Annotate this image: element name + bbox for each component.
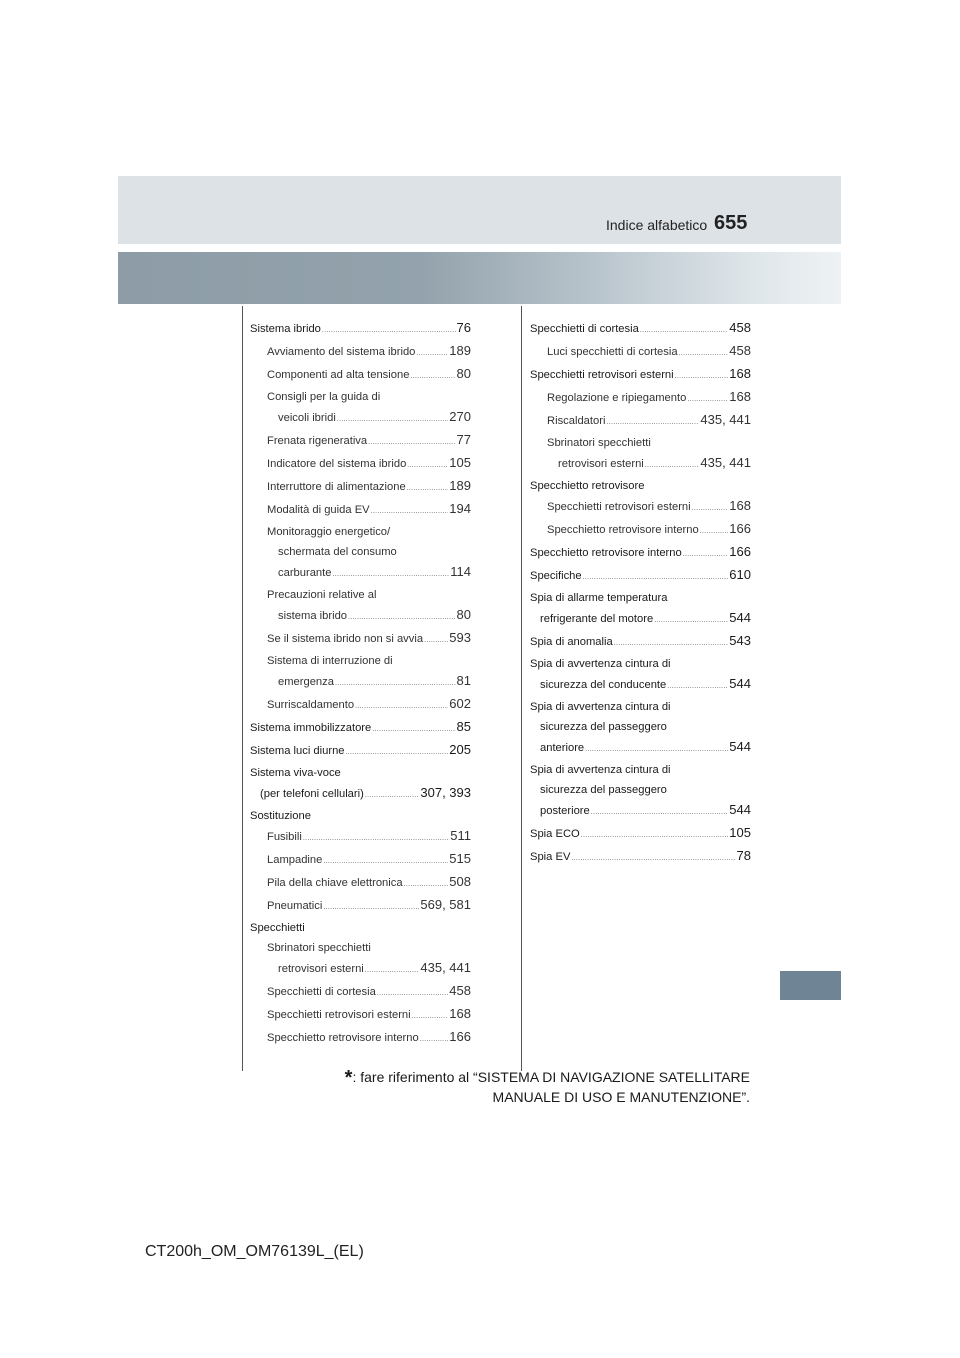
chapter-tab — [780, 971, 841, 1000]
index-entry-label: Spia di anomalia — [530, 636, 613, 648]
index-entry-label: sicurezza del passeggero — [540, 721, 667, 733]
index-entry-label: retrovisori esterni — [558, 458, 644, 470]
index-entry — [530, 519, 751, 542]
index-entry-page: 189 — [449, 478, 471, 493]
index-entry-label: posteriore — [540, 805, 590, 817]
index-entry-page: 593 — [449, 630, 471, 645]
index-entry-label: Regolazione e ripiegamento — [547, 392, 687, 404]
dot-leader — [640, 321, 728, 341]
dot-leader — [583, 568, 729, 588]
index-entry-page: 105 — [449, 455, 471, 470]
index-entry-page: 168 — [729, 498, 751, 513]
index-entry-page: 515 — [449, 851, 471, 866]
dot-leader — [585, 740, 728, 760]
dot-leader — [571, 849, 735, 869]
index-entry-label: Specchietti — [250, 922, 305, 934]
index-entry — [250, 895, 471, 918]
index-entry-page: 544 — [729, 739, 751, 754]
index-entry — [250, 671, 471, 694]
index-entry — [530, 433, 751, 453]
index-entry — [250, 542, 471, 562]
index-entry-label: Sistema viva-voce — [250, 767, 341, 779]
index-entry-page: 81 — [456, 673, 471, 688]
index-entry — [530, 737, 751, 760]
index-entry — [250, 872, 471, 895]
dot-leader — [654, 611, 728, 631]
index-entry-label: Precauzioni relative al — [267, 589, 377, 601]
index-entry-page: 511 — [450, 828, 471, 843]
index-entry-page: 307, 393 — [420, 785, 471, 800]
index-entry-label: Pneumatici — [267, 900, 323, 912]
footnote-marker: * — [344, 1067, 353, 1089]
index-entry-page: 544 — [729, 676, 751, 691]
dot-leader — [323, 898, 419, 918]
dot-leader — [372, 720, 455, 740]
index-entry — [530, 846, 751, 869]
dot-leader — [591, 803, 729, 823]
index-entry-label: Se il sistema ibrido non si avvia — [267, 633, 424, 645]
index-entry-label: Pila della chiave elettronica — [267, 877, 403, 889]
index-entry-page: 114 — [450, 564, 471, 579]
index-entry-page: 508 — [449, 874, 471, 889]
index-entry-page: 85 — [456, 719, 471, 734]
index-entry — [530, 697, 751, 717]
section-title: Indice alfabetico — [606, 217, 708, 233]
index-entry-label: Sostituzione — [250, 810, 311, 822]
index-entry-label: Specchietti retrovisori esterni — [267, 1009, 411, 1021]
index-entry-label: Specchietti di cortesia — [530, 323, 639, 335]
index-entry — [250, 585, 471, 605]
footnote — [345, 1068, 750, 1107]
dot-leader — [416, 344, 448, 364]
dot-leader — [692, 499, 729, 519]
index-entry — [250, 453, 471, 476]
index-entry-page: 80 — [456, 366, 471, 381]
footnote-line-2: MANUALE DI USO E MANUTENZIONE”. — [492, 1089, 750, 1105]
index-entry-page: 435, 441 — [700, 455, 751, 470]
index-entry-page: 458 — [729, 320, 751, 335]
dot-leader — [606, 413, 699, 433]
index-entry-label: Spia EV — [530, 851, 571, 863]
index-entry-label: Componenti ad alta tensione — [267, 369, 410, 381]
index-entry-label: refrigerante del motore — [540, 613, 654, 625]
dot-leader — [404, 875, 449, 895]
dot-leader — [335, 674, 456, 694]
dot-leader — [410, 367, 455, 387]
index-entry-label: Luci specchietti di cortesia — [547, 346, 678, 358]
index-entry-page: 435, 441 — [700, 412, 751, 427]
index-entry — [250, 628, 471, 651]
dot-leader — [377, 984, 448, 1004]
index-entry — [530, 410, 751, 433]
dot-leader — [322, 321, 456, 341]
index-entry — [250, 1004, 471, 1027]
index-entry-page: 166 — [449, 1029, 471, 1044]
index-entry — [530, 654, 751, 674]
dot-leader — [700, 522, 729, 542]
index-entry — [250, 740, 471, 763]
dot-leader — [407, 479, 449, 499]
index-entry-page: 77 — [456, 432, 471, 447]
index-entry-label: Surriscaldamento — [267, 699, 355, 711]
dot-leader — [687, 390, 728, 410]
index-entry-page: 544 — [729, 610, 751, 625]
index-entry-page: 569, 581 — [420, 897, 471, 912]
index-entry-page: 435, 441 — [420, 960, 471, 975]
index-entry — [250, 605, 471, 628]
index-entry — [250, 387, 471, 407]
index-entry-label: Indicatore del sistema ibrido — [267, 458, 407, 470]
index-entry — [530, 387, 751, 410]
dot-leader — [407, 456, 448, 476]
dot-leader — [371, 502, 449, 522]
index-entry-label: Interruttore di alimentazione — [267, 481, 406, 493]
index-entry — [250, 499, 471, 522]
index-entry — [530, 588, 751, 608]
index-entry-label: carburante — [278, 567, 332, 579]
dot-leader — [323, 852, 448, 872]
index-entry-label: (per telefoni cellulari) — [260, 788, 364, 800]
index-entry — [250, 783, 471, 806]
index-entry-label: Spia di avvertenza cintura di — [530, 701, 671, 713]
dot-leader — [581, 826, 729, 846]
index-entry-label: Specchietti di cortesia — [267, 986, 376, 998]
page-number: 655 — [714, 212, 748, 234]
index-entry-label: Sistema di interruzione di — [267, 655, 393, 667]
index-entry-label: Lampadine — [267, 854, 323, 866]
index-entry-label: Avviamento del sistema ibrido — [267, 346, 416, 358]
index-entry-label: Spia di avvertenza cintura di — [530, 658, 671, 670]
index-entry-label: retrovisori esterni — [278, 963, 364, 975]
index-entry-label: Specchietti retrovisori esterni — [547, 501, 691, 513]
index-entry-label: Riscaldatori — [547, 415, 606, 427]
index-entry-page: 458 — [449, 983, 471, 998]
index-entry-label: Sistema luci diurne — [250, 745, 345, 757]
dot-leader — [368, 433, 455, 453]
index-entry — [250, 958, 471, 981]
index-entry-page: 189 — [449, 343, 471, 358]
index-entry-label: anteriore — [540, 742, 585, 754]
index-entry — [250, 407, 471, 430]
index-entry — [530, 542, 751, 565]
index-entry — [250, 1027, 471, 1050]
dot-leader — [667, 677, 728, 697]
index-entry-label: Spia ECO — [530, 828, 580, 840]
index-entry — [250, 430, 471, 453]
dot-leader — [365, 961, 420, 981]
index-entry-label: Specchietti retrovisori esterni — [530, 369, 674, 381]
index-entry — [530, 674, 751, 697]
index-entry-page: 166 — [729, 521, 751, 536]
index-entry — [250, 364, 471, 387]
index-entry-page: 543 — [729, 633, 751, 648]
index-entry — [250, 849, 471, 872]
dot-leader — [365, 786, 420, 806]
dot-leader — [645, 456, 700, 476]
dot-leader — [614, 634, 729, 654]
left-column-rule — [242, 306, 243, 1071]
index-entry-label: Sbrinatori specchietti — [547, 437, 651, 449]
index-entry-label: Sistema ibrido — [250, 323, 321, 335]
index-entry-page: 602 — [449, 696, 471, 711]
index-entry — [530, 823, 751, 846]
index-entry-page: 76 — [456, 320, 471, 335]
index-entry-page: 270 — [449, 409, 471, 424]
dot-leader — [348, 608, 456, 628]
index-entry-label: emergenza — [278, 676, 334, 688]
index-entry — [250, 826, 471, 849]
dot-leader — [675, 367, 729, 387]
index-entry — [530, 496, 751, 519]
index-entry-page: 168 — [729, 366, 751, 381]
index-entry — [530, 318, 751, 341]
index-entry-label: Specchietto retrovisore interno — [530, 547, 682, 559]
index-entry-label: sicurezza del passeggero — [540, 784, 667, 796]
header-gradient-band — [118, 252, 841, 304]
index-entry-label: veicoli ibridi — [278, 412, 336, 424]
dot-leader — [420, 1030, 449, 1050]
dot-leader — [355, 697, 448, 717]
index-entry-label: Consigli per la guida di — [267, 391, 381, 403]
dot-leader — [346, 743, 449, 763]
index-entry-page: 205 — [449, 742, 471, 757]
index-entry-label: Specifiche — [530, 570, 582, 582]
index-entry-label: Spia di avvertenza cintura di — [530, 764, 671, 776]
index-entry-label: Specchietto retrovisore interno — [267, 1032, 419, 1044]
index-entry-label: Specchietto retrovisore interno — [547, 524, 699, 536]
index-entry — [530, 565, 751, 588]
index-entry — [250, 318, 471, 341]
index-entry-page: 544 — [729, 802, 751, 817]
index-entry-label: schermata del consumo — [278, 546, 397, 558]
index-entry — [530, 631, 751, 654]
index-entry — [530, 476, 751, 496]
index-entry — [250, 806, 471, 826]
index-entry — [530, 453, 751, 476]
index-entry-label: Fusibili — [267, 831, 302, 843]
index-entry — [250, 562, 471, 585]
index-entry — [530, 717, 751, 737]
index-entry — [530, 780, 751, 800]
index-entry — [530, 364, 751, 387]
index-entry — [250, 522, 471, 542]
index-entry — [530, 760, 751, 780]
footnote-line-1: : fare riferimento al “SISTEMA DI NAVIGAZIONE SATELLITARE — [352, 1069, 750, 1085]
index-entry — [250, 341, 471, 364]
index-entry — [530, 608, 751, 631]
index-entry — [530, 800, 751, 823]
index-entry-page: 458 — [729, 343, 751, 358]
index-entry-label: Specchietto retrovisore — [530, 480, 645, 492]
dot-leader — [333, 565, 450, 585]
index-entry-label: Modalità di guida EV — [267, 504, 370, 516]
index-entry — [250, 717, 471, 740]
index-entry — [250, 938, 471, 958]
index-entry-page: 168 — [449, 1006, 471, 1021]
dot-leader — [412, 1007, 449, 1027]
index-entry-page: 105 — [729, 825, 751, 840]
index-column-left — [250, 318, 471, 1050]
index-entry-page: 194 — [449, 501, 471, 516]
dot-leader — [683, 545, 729, 565]
index-entry — [250, 918, 471, 938]
index-entry-page: 80 — [456, 607, 471, 622]
index-entry-label: Sbrinatori specchietti — [267, 942, 371, 954]
index-entry-label: Sistema immobilizzatore — [250, 722, 372, 734]
index-entry — [250, 694, 471, 717]
index-entry-page: 166 — [729, 544, 751, 559]
index-column-right — [530, 318, 751, 869]
index-entry-page: 78 — [736, 848, 751, 863]
index-entry — [250, 651, 471, 671]
index-entry-label: sistema ibrido — [278, 610, 348, 622]
dot-leader — [679, 344, 729, 364]
index-entry-label: Monitoraggio energetico/ — [267, 526, 391, 538]
index-entry-page: 168 — [729, 389, 751, 404]
index-entry-label: Frenata rigenerativa — [267, 435, 368, 447]
index-entry — [530, 341, 751, 364]
index-entry — [250, 476, 471, 499]
dot-leader — [337, 410, 448, 430]
dot-leader — [424, 631, 448, 651]
right-column-rule — [521, 306, 522, 1071]
index-entry-page: 610 — [729, 567, 751, 582]
index-entry — [250, 981, 471, 1004]
index-entry — [250, 763, 471, 783]
document-code: CT200h_OM_OM76139L_(EL) — [145, 1243, 364, 1260]
index-entry-label: Spia di allarme temperatura — [530, 592, 668, 604]
dot-leader — [303, 829, 449, 849]
index-entry-label: sicurezza del conducente — [540, 679, 667, 691]
